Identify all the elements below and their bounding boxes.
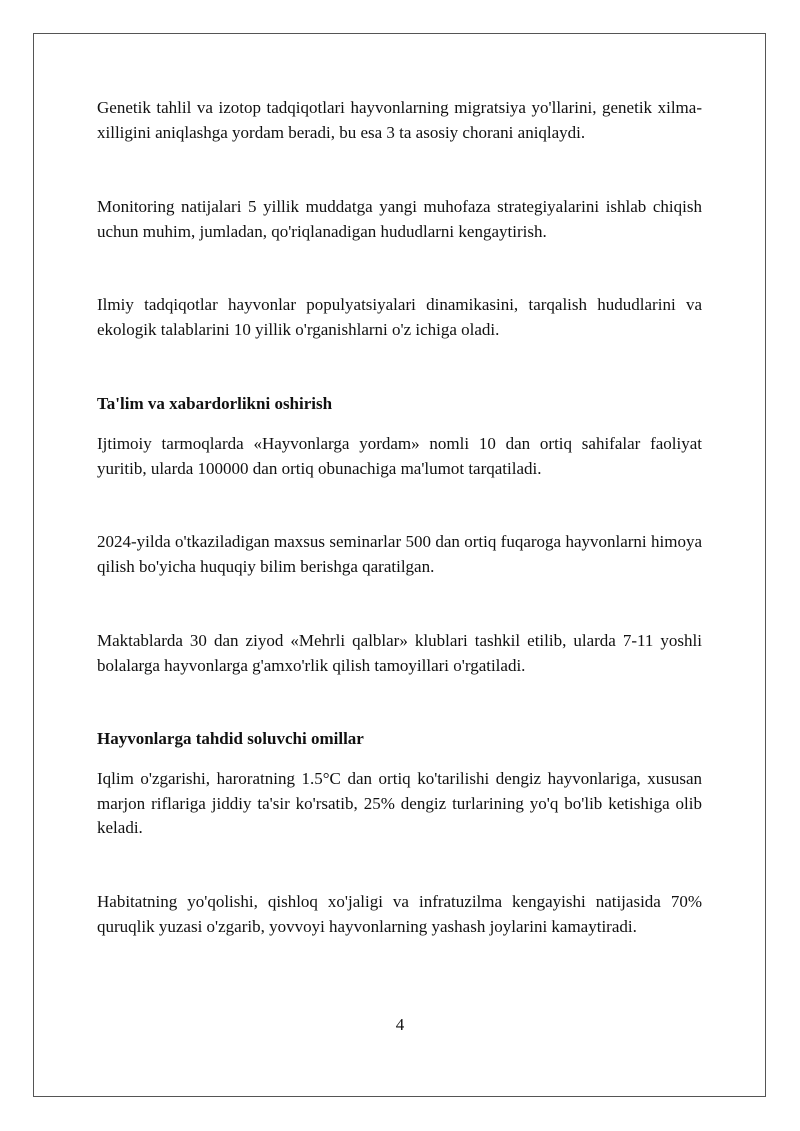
heading-education-awareness: Ta'lim va xabardorlikni oshirish: [97, 394, 333, 413]
paragraph-seminars: 2024-yilda o'tkaziladigan maxsus seminarlar 500 dan ortiq fuqaroga hayvonlarni himoya qilish bo'yicha huquqiy bilim berishga qaratilgan.: [97, 532, 702, 576]
heading-threat-factors: Hayvonlarga tahdid soluvchi omillar: [97, 729, 364, 748]
page-number: 4: [395, 1015, 405, 1034]
paragraph-school-clubs: Maktablarda 30 dan ziyod «Mehrli qalblar» klublari tashkil etilib, ularda 7-11 yoshli bolalarga hayvonlarga g'amxo'rlik qilish tamoyillari o'rgatiladi.: [97, 631, 702, 675]
paragraph-genetic-analysis: Genetik tahlil va izotop tadqiqotlari hayvonlarning migratsiya yo'llarini, genetik xilma-xilligini aniqlashga yordam beradi, bu esa 3 ta asosiy chorani aniqlaydi.: [97, 98, 702, 142]
paragraph-climate-change: Iqlim o'zgarishi, haroratning 1.5°C dan ortiq ko'tarilishi dengiz hayvonlariga, xususan marjon riflariga jiddiy ta'sir ko'rsatib, 25% dengiz turlarining yo'q bo'lib ketishiga olib keladi.: [97, 769, 702, 837]
paragraph-habitat-loss: Habitatning yo'qolishi, qishloq xo'jaligi va infratuzilma kengayishi natijasida 70% quruqlik yuzasi o'zgarib, yovvoyi hayvonlarning yashash joylarini kamaytiradi.: [97, 892, 702, 936]
paragraph-scientific-research: Ilmiy tadqiqotlar hayvonlar populyatsiyalari dinamikasini, tarqalish hududlarini va ekologik talablarini 10 yillik o'rganishlarni o'z ichiga oladi.: [97, 295, 702, 339]
paragraph-monitoring-results: Monitoring natijalari 5 yillik muddatga yangi muhofaza strategiyalarini ishlab chiqish uchun muhim, jumladan, qo'riqlanadigan hududlarni kengaytirish.: [97, 197, 702, 241]
paragraph-social-networks: Ijtimoiy tarmoqlarda «Hayvonlarga yordam» nomli 10 dan ortiq sahifalar faoliyat yuritib, ularda 100000 dan ortiq obunachiga ma'lumot tarqatiladi.: [97, 434, 702, 478]
